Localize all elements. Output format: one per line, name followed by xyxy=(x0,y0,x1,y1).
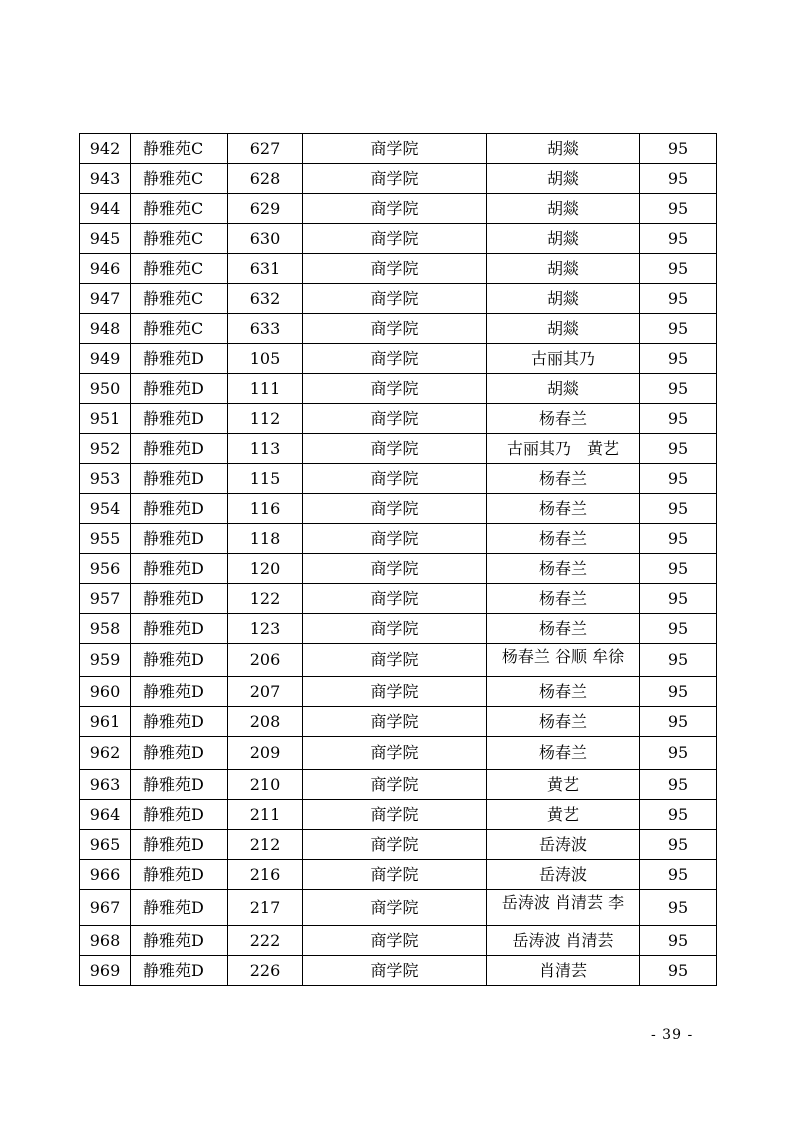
room-number-cell: 113 xyxy=(228,434,303,464)
row-number-cell: 957 xyxy=(80,584,131,614)
college-cell: 商学院 xyxy=(303,644,487,677)
score-cell: 95 xyxy=(640,494,717,524)
row-number-cell: 967 xyxy=(80,890,131,926)
table-row xyxy=(80,464,717,494)
staff-cell: 胡燚 xyxy=(487,164,640,194)
staff-cell: 杨春兰 xyxy=(487,524,640,554)
table-row xyxy=(80,254,717,284)
room-number-cell: 122 xyxy=(228,584,303,614)
row-number-cell: 943 xyxy=(80,164,131,194)
building-cell: 静雅苑D xyxy=(131,404,228,434)
college-cell: 商学院 xyxy=(303,770,487,800)
score-cell: 95 xyxy=(640,584,717,614)
score-cell: 95 xyxy=(640,830,717,860)
room-number-cell: 629 xyxy=(228,194,303,224)
college-cell: 商学院 xyxy=(303,224,487,254)
score-cell: 95 xyxy=(640,770,717,800)
score-cell: 95 xyxy=(640,524,717,554)
staff-cell: 杨春兰 xyxy=(487,494,640,524)
row-number-cell: 946 xyxy=(80,254,131,284)
room-number-cell: 226 xyxy=(228,956,303,986)
score-cell: 95 xyxy=(640,344,717,374)
staff-cell: 古丽其乃 xyxy=(487,344,640,374)
row-number-cell: 969 xyxy=(80,956,131,986)
score-cell: 95 xyxy=(640,554,717,584)
college-cell: 商学院 xyxy=(303,284,487,314)
table-row xyxy=(80,677,717,707)
room-number-cell: 216 xyxy=(228,860,303,890)
row-number-cell: 962 xyxy=(80,737,131,770)
room-number-cell: 627 xyxy=(228,134,303,164)
table-body xyxy=(80,134,717,986)
building-cell: 静雅苑C xyxy=(131,314,228,344)
score-cell: 95 xyxy=(640,677,717,707)
table-row xyxy=(80,284,717,314)
room-number-cell: 631 xyxy=(228,254,303,284)
building-cell: 静雅苑D xyxy=(131,830,228,860)
staff-cell: 岳涛波 xyxy=(487,860,640,890)
college-cell: 商学院 xyxy=(303,494,487,524)
room-number-cell: 633 xyxy=(228,314,303,344)
table-row xyxy=(80,134,717,164)
row-number-cell: 965 xyxy=(80,830,131,860)
staff-cell: 黄艺 xyxy=(487,770,640,800)
score-cell: 95 xyxy=(640,707,717,737)
college-cell: 商学院 xyxy=(303,737,487,770)
score-cell: 95 xyxy=(640,164,717,194)
staff-cell: 杨春兰 xyxy=(487,404,640,434)
building-cell: 静雅苑C xyxy=(131,254,228,284)
room-number-cell: 210 xyxy=(228,770,303,800)
row-number-cell: 968 xyxy=(80,926,131,956)
building-cell: 静雅苑D xyxy=(131,494,228,524)
score-cell: 95 xyxy=(640,194,717,224)
row-number-cell: 956 xyxy=(80,554,131,584)
room-number-cell: 212 xyxy=(228,830,303,860)
score-cell: 95 xyxy=(640,800,717,830)
room-number-cell: 111 xyxy=(228,374,303,404)
college-cell: 商学院 xyxy=(303,860,487,890)
staff-cell: 胡燚 xyxy=(487,254,640,284)
college-cell: 商学院 xyxy=(303,464,487,494)
row-number-cell: 959 xyxy=(80,644,131,677)
college-cell: 商学院 xyxy=(303,890,487,926)
score-cell: 95 xyxy=(640,644,717,677)
score-cell: 95 xyxy=(640,224,717,254)
room-number-cell: 628 xyxy=(228,164,303,194)
building-cell: 静雅苑D xyxy=(131,926,228,956)
score-cell: 95 xyxy=(640,737,717,770)
table-row xyxy=(80,830,717,860)
room-number-cell: 206 xyxy=(228,644,303,677)
room-number-cell: 211 xyxy=(228,800,303,830)
row-number-cell: 951 xyxy=(80,404,131,434)
room-number-cell: 115 xyxy=(228,464,303,494)
table-row xyxy=(80,554,717,584)
score-cell: 95 xyxy=(640,926,717,956)
row-number-cell: 960 xyxy=(80,677,131,707)
building-cell: 静雅苑D xyxy=(131,434,228,464)
table-row xyxy=(80,374,717,404)
building-cell: 静雅苑D xyxy=(131,344,228,374)
table-row xyxy=(80,524,717,554)
table-row xyxy=(80,707,717,737)
college-cell: 商学院 xyxy=(303,254,487,284)
table-row xyxy=(80,800,717,830)
staff-cell: 胡燚 xyxy=(487,224,640,254)
building-cell: 静雅苑D xyxy=(131,860,228,890)
college-cell: 商学院 xyxy=(303,830,487,860)
table-row xyxy=(80,194,717,224)
college-cell: 商学院 xyxy=(303,554,487,584)
row-number-cell: 950 xyxy=(80,374,131,404)
score-cell: 95 xyxy=(640,404,717,434)
college-cell: 商学院 xyxy=(303,314,487,344)
building-cell: 静雅苑D xyxy=(131,554,228,584)
college-cell: 商学院 xyxy=(303,677,487,707)
room-number-cell: 105 xyxy=(228,344,303,374)
building-cell: 静雅苑C xyxy=(131,134,228,164)
staff-cell: 古丽其乃 黄艺 xyxy=(487,434,640,464)
score-cell: 95 xyxy=(640,434,717,464)
room-number-cell: 630 xyxy=(228,224,303,254)
college-cell: 商学院 xyxy=(303,707,487,737)
staff-cell: 胡燚 xyxy=(487,194,640,224)
table-row xyxy=(80,737,717,770)
score-cell: 95 xyxy=(640,374,717,404)
room-number-cell: 116 xyxy=(228,494,303,524)
staff-cell: 杨春兰 谷顺 牟徐 xyxy=(487,644,640,677)
row-number-cell: 953 xyxy=(80,464,131,494)
table-row xyxy=(80,860,717,890)
row-number-cell: 942 xyxy=(80,134,131,164)
staff-cell: 杨春兰 xyxy=(487,584,640,614)
staff-cell: 胡燚 xyxy=(487,314,640,344)
score-cell: 95 xyxy=(640,284,717,314)
staff-cell: 胡燚 xyxy=(487,374,640,404)
building-cell: 静雅苑D xyxy=(131,707,228,737)
college-cell: 商学院 xyxy=(303,194,487,224)
room-number-cell: 222 xyxy=(228,926,303,956)
college-cell: 商学院 xyxy=(303,584,487,614)
score-cell: 95 xyxy=(640,860,717,890)
table-row xyxy=(80,926,717,956)
row-number-cell: 961 xyxy=(80,707,131,737)
staff-cell: 杨春兰 xyxy=(487,614,640,644)
college-cell: 商学院 xyxy=(303,404,487,434)
staff-cell: 杨春兰 xyxy=(487,677,640,707)
row-number-cell: 944 xyxy=(80,194,131,224)
score-cell: 95 xyxy=(640,134,717,164)
building-cell: 静雅苑D xyxy=(131,956,228,986)
building-cell: 静雅苑C xyxy=(131,284,228,314)
building-cell: 静雅苑D xyxy=(131,584,228,614)
score-cell: 95 xyxy=(640,614,717,644)
building-cell: 静雅苑D xyxy=(131,464,228,494)
staff-cell: 杨春兰 xyxy=(487,554,640,584)
college-cell: 商学院 xyxy=(303,614,487,644)
building-cell: 静雅苑D xyxy=(131,524,228,554)
room-number-cell: 632 xyxy=(228,284,303,314)
college-cell: 商学院 xyxy=(303,800,487,830)
room-number-cell: 118 xyxy=(228,524,303,554)
college-cell: 商学院 xyxy=(303,434,487,464)
row-number-cell: 947 xyxy=(80,284,131,314)
college-cell: 商学院 xyxy=(303,344,487,374)
building-cell: 静雅苑D xyxy=(131,770,228,800)
staff-cell: 胡燚 xyxy=(487,134,640,164)
row-number-cell: 945 xyxy=(80,224,131,254)
college-cell: 商学院 xyxy=(303,134,487,164)
row-number-cell: 958 xyxy=(80,614,131,644)
staff-cell: 岳涛波 肖清芸 李 xyxy=(487,890,640,926)
row-number-cell: 949 xyxy=(80,344,131,374)
table-row xyxy=(80,224,717,254)
building-cell: 静雅苑D xyxy=(131,800,228,830)
staff-cell: 黄艺 xyxy=(487,800,640,830)
college-cell: 商学院 xyxy=(303,524,487,554)
room-number-cell: 209 xyxy=(228,737,303,770)
building-cell: 静雅苑D xyxy=(131,374,228,404)
row-number-cell: 963 xyxy=(80,770,131,800)
staff-cell: 杨春兰 xyxy=(487,464,640,494)
row-number-cell: 955 xyxy=(80,524,131,554)
dormitory-score-table xyxy=(79,133,717,986)
building-cell: 静雅苑D xyxy=(131,614,228,644)
building-cell: 静雅苑C xyxy=(131,194,228,224)
building-cell: 静雅苑D xyxy=(131,644,228,677)
building-cell: 静雅苑D xyxy=(131,737,228,770)
staff-cell: 肖清芸 xyxy=(487,956,640,986)
college-cell: 商学院 xyxy=(303,374,487,404)
row-number-cell: 954 xyxy=(80,494,131,524)
building-cell: 静雅苑D xyxy=(131,890,228,926)
table-row xyxy=(80,314,717,344)
score-cell: 95 xyxy=(640,890,717,926)
room-number-cell: 208 xyxy=(228,707,303,737)
room-number-cell: 112 xyxy=(228,404,303,434)
staff-cell: 胡燚 xyxy=(487,284,640,314)
room-number-cell: 123 xyxy=(228,614,303,644)
table-row xyxy=(80,584,717,614)
college-cell: 商学院 xyxy=(303,926,487,956)
table-row xyxy=(80,890,717,926)
room-number-cell: 207 xyxy=(228,677,303,707)
score-cell: 95 xyxy=(640,956,717,986)
college-cell: 商学院 xyxy=(303,164,487,194)
staff-cell: 岳涛波 肖清芸 xyxy=(487,926,640,956)
table-row xyxy=(80,644,717,677)
table-row xyxy=(80,614,717,644)
college-cell: 商学院 xyxy=(303,956,487,986)
staff-cell: 杨春兰 xyxy=(487,707,640,737)
table-row xyxy=(80,164,717,194)
row-number-cell: 966 xyxy=(80,860,131,890)
building-cell: 静雅苑C xyxy=(131,224,228,254)
room-number-cell: 217 xyxy=(228,890,303,926)
table-row xyxy=(80,434,717,464)
score-cell: 95 xyxy=(640,254,717,284)
row-number-cell: 948 xyxy=(80,314,131,344)
score-cell: 95 xyxy=(640,464,717,494)
building-cell: 静雅苑C xyxy=(131,164,228,194)
table-row xyxy=(80,344,717,374)
row-number-cell: 964 xyxy=(80,800,131,830)
room-number-cell: 120 xyxy=(228,554,303,584)
table-row xyxy=(80,404,717,434)
building-cell: 静雅苑D xyxy=(131,677,228,707)
table-row xyxy=(80,494,717,524)
table-row xyxy=(80,770,717,800)
row-number-cell: 952 xyxy=(80,434,131,464)
page-number: - 39 - xyxy=(651,1027,694,1043)
staff-cell: 杨春兰 xyxy=(487,737,640,770)
staff-cell: 岳涛波 xyxy=(487,830,640,860)
score-cell: 95 xyxy=(640,314,717,344)
table-row xyxy=(80,956,717,986)
